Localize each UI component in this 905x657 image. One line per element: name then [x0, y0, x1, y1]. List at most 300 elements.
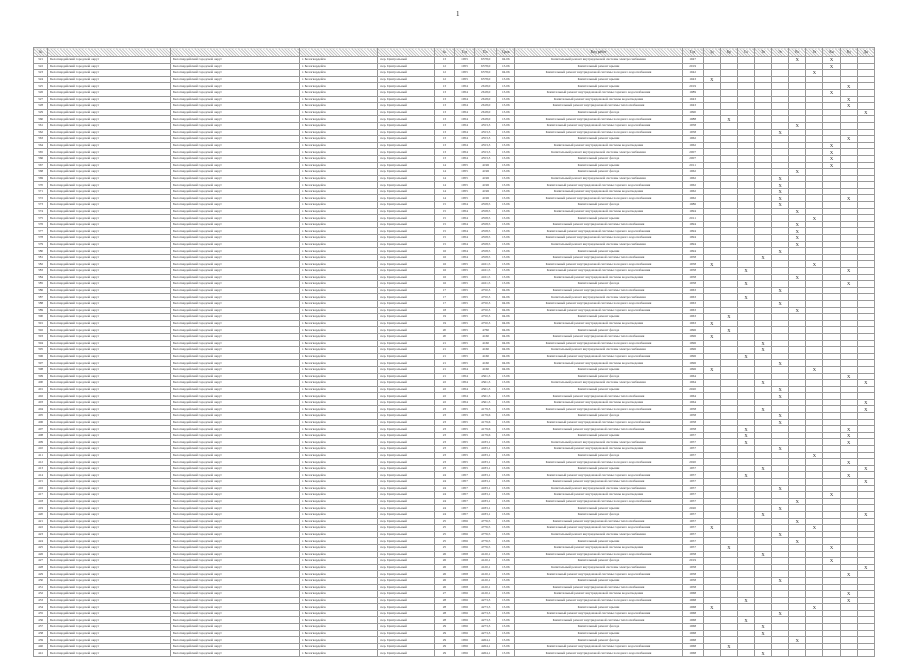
table-row — [34, 129, 875, 136]
city-cell: г. Белогвардейск — [299, 221, 378, 228]
okrug-cell: Белогвардейский городской округ — [170, 643, 299, 650]
street-cell: пер. Центральный — [378, 307, 434, 314]
mark-cell: X — [789, 498, 806, 505]
area-cell: 4179,6 — [475, 413, 497, 420]
planned-year-cell: 1957 — [682, 439, 703, 446]
build-year-cell: 1956 — [454, 544, 474, 551]
build-year-cell: 1955 — [454, 63, 474, 70]
street-cell: пер. Центральный — [378, 373, 434, 380]
mark-cell: X — [737, 353, 754, 360]
work-type-cell: Капитальный ремонт внутридомовой системы водоотведения — [515, 544, 682, 551]
work-type-cell: Капитальный ремонт внутридомовой системы теплоснабжения — [515, 393, 682, 400]
mark-cell — [823, 386, 840, 393]
term-cell: 13.06 — [497, 472, 515, 479]
column-header: Год — [682, 48, 703, 57]
district-cell: Белогвардейский городской округ — [48, 452, 171, 459]
mark-cell — [772, 268, 789, 275]
table-row — [34, 610, 875, 617]
mark-cell: X — [806, 452, 823, 459]
row-number: 425 — [34, 544, 48, 551]
okrug-cell: Белогвардейский городской округ — [170, 399, 299, 406]
mark-cell — [737, 406, 754, 413]
okrug-cell: Белогвардейский городской округ — [170, 617, 299, 624]
mark-cell — [703, 221, 720, 228]
mark-cell — [772, 459, 789, 466]
street-cell: пер. Центральный — [378, 584, 434, 591]
district-cell: Белогвардейский городской округ — [48, 380, 171, 387]
mark-cell — [857, 307, 874, 314]
mark-cell — [755, 142, 772, 149]
okrug-cell: Белогвардейский городской округ — [170, 610, 299, 617]
mark-cell — [823, 103, 840, 110]
column-header: Кн — [823, 48, 840, 57]
table-row — [34, 505, 875, 512]
mark-cell — [823, 287, 840, 294]
mark-cell — [840, 498, 857, 505]
mark-cell — [737, 248, 754, 255]
term-cell: 13.06 — [497, 538, 515, 545]
city-cell: г. Белогвардейск — [299, 188, 378, 195]
mark-cell — [857, 300, 874, 307]
term-cell: 13.06 — [497, 544, 515, 551]
district-cell: Белогвардейский городской округ — [48, 610, 171, 617]
mark-cell — [857, 347, 874, 354]
build-year-cell: 1956 — [454, 591, 474, 598]
mark-cell — [720, 406, 737, 413]
mark-cell — [737, 96, 754, 103]
row-number: 435 — [34, 610, 48, 617]
house-number-cell: 24 — [434, 485, 454, 492]
mark-cell: X — [840, 195, 857, 202]
mark-cell: X — [755, 465, 772, 472]
mark-cell — [703, 505, 720, 512]
mark-cell: X — [857, 399, 874, 406]
mark-cell — [840, 380, 857, 387]
work-type-cell: Капитальный ремонт внутридомовой системы горячего водоснабжения — [515, 228, 682, 235]
mark-cell — [857, 221, 874, 228]
house-number-cell: 23 — [434, 419, 454, 426]
term-cell: 13.06 — [497, 142, 515, 149]
mark-cell — [840, 353, 857, 360]
house-number-cell: 13 — [434, 136, 454, 143]
mark-cell — [737, 413, 754, 420]
column-header: Пл. — [475, 48, 497, 57]
table-row — [34, 604, 875, 611]
work-type-cell: Капитальный ремонт внутридомовой системы электроснабжения — [515, 175, 682, 182]
mark-cell — [840, 333, 857, 340]
mark-cell — [755, 419, 772, 426]
mark-cell — [737, 498, 754, 505]
mark-cell — [720, 505, 737, 512]
okrug-cell: Белогвардейский городской округ — [170, 268, 299, 275]
row-number: 395 — [34, 347, 48, 354]
table-row — [34, 624, 875, 631]
mark-cell — [737, 314, 754, 321]
mark-cell — [789, 129, 806, 136]
table-row — [34, 195, 875, 202]
build-year-cell: 1957 — [454, 472, 474, 479]
mark-cell — [703, 630, 720, 637]
mark-cell — [755, 195, 772, 202]
area-cell: 4273,3 — [475, 630, 497, 637]
mark-cell — [720, 221, 737, 228]
mark-cell — [806, 637, 823, 644]
work-type-cell: Капитальный ремонт внутридомовой системы электроснабжения — [515, 439, 682, 446]
mark-cell — [737, 650, 754, 657]
okrug-cell: Белогвардейский городской округ — [170, 281, 299, 288]
table-row — [34, 518, 875, 525]
city-cell: г. Белогвардейск — [299, 76, 378, 83]
mark-cell — [823, 327, 840, 334]
mark-cell — [755, 439, 772, 446]
term-cell: 04.06 — [497, 347, 515, 354]
row-number: 416 — [34, 485, 48, 492]
street-cell: пер. Центральный — [378, 492, 434, 499]
okrug-cell: Белогвардейский городской округ — [170, 63, 299, 70]
mark-cell — [772, 314, 789, 321]
city-cell: г. Белогвардейск — [299, 254, 378, 261]
mark-cell — [840, 610, 857, 617]
okrug-cell: Белогвардейский городской округ — [170, 525, 299, 532]
mark-cell — [823, 241, 840, 248]
table-row — [34, 597, 875, 604]
mark-cell: X — [755, 406, 772, 413]
table-row — [34, 294, 875, 301]
mark-cell — [737, 221, 754, 228]
city-cell: г. Белогвардейск — [299, 103, 378, 110]
mark-cell — [755, 373, 772, 380]
term-cell: 04.06 — [497, 70, 515, 77]
mark-cell — [823, 518, 840, 525]
district-cell: Белогвардейский городской округ — [48, 353, 171, 360]
area-cell: 4183,1 — [475, 505, 497, 512]
okrug-cell: Белогвардейский городской округ — [170, 538, 299, 545]
table-row — [34, 307, 875, 314]
mark-cell — [703, 300, 720, 307]
planned-year-cell: 1986 — [682, 202, 703, 209]
house-number-cell: 25 — [434, 544, 454, 551]
mark-cell — [823, 624, 840, 631]
mark-cell — [857, 76, 874, 83]
mark-cell — [857, 419, 874, 426]
table-row — [34, 63, 875, 70]
work-type-cell: Капитальный ремонт крыши — [515, 366, 682, 373]
mark-cell — [755, 591, 772, 598]
house-number-cell: 26 — [434, 584, 454, 591]
mark-cell: X — [823, 162, 840, 169]
city-cell: г. Белогвардейск — [299, 406, 378, 413]
mark-cell: X — [823, 558, 840, 565]
mark-cell — [737, 511, 754, 518]
district-cell: Белогвардейский городской округ — [48, 439, 171, 446]
mark-cell — [840, 254, 857, 261]
mark-cell — [720, 426, 737, 433]
house-number-cell: 23 — [434, 413, 454, 420]
planned-year-cell: 1996 — [682, 327, 703, 334]
mark-cell — [806, 202, 823, 209]
mark-cell — [772, 109, 789, 116]
planned-year-cell: 1958 — [682, 281, 703, 288]
city-cell: г. Белогвардейск — [299, 129, 378, 136]
area-cell: 4161,5 — [475, 274, 497, 281]
table-row — [34, 241, 875, 248]
mark-cell — [720, 76, 737, 83]
okrug-cell: Белогвардейский городской округ — [170, 83, 299, 90]
row-number: 372 — [34, 195, 48, 202]
city-cell: г. Белогвардейск — [299, 584, 378, 591]
mark-cell — [772, 241, 789, 248]
mark-cell: X — [772, 248, 789, 255]
okrug-cell: Белогвардейский городской округ — [170, 103, 299, 110]
column-header: Вд — [840, 48, 857, 57]
table-row — [34, 188, 875, 195]
street-cell: пер. Центральный — [378, 650, 434, 657]
area-cell: 4553,3 — [475, 142, 497, 149]
planned-year-cell: 1996 — [682, 366, 703, 373]
house-number-cell: 24 — [434, 498, 454, 505]
table-row — [34, 465, 875, 472]
mark-cell — [703, 518, 720, 525]
term-cell: 13.06 — [497, 465, 515, 472]
mark-cell — [840, 274, 857, 281]
mark-cell — [720, 624, 737, 631]
term-cell: 04.06 — [497, 340, 515, 347]
mark-cell — [857, 314, 874, 321]
mark-cell — [720, 70, 737, 77]
planned-year-cell: 1957 — [682, 518, 703, 525]
district-cell: Белогвардейский городской округ — [48, 373, 171, 380]
okrug-cell: Белогвардейский городской округ — [170, 604, 299, 611]
mark-cell — [806, 584, 823, 591]
mark-cell — [840, 551, 857, 558]
mark-cell — [772, 511, 789, 518]
planned-year-cell: 2007 — [682, 149, 703, 156]
mark-cell — [806, 610, 823, 617]
okrug-cell: Белогвардейский городской округ — [170, 366, 299, 373]
street-cell: пер. Центральный — [378, 268, 434, 275]
work-type-cell: Капитальный ремонт внутридомовой системы холодного водоснабжения — [515, 235, 682, 242]
mark-cell — [703, 182, 720, 189]
table-row — [34, 591, 875, 598]
mark-cell — [840, 584, 857, 591]
city-cell: г. Белогвардейск — [299, 459, 378, 466]
mark-cell — [806, 142, 823, 149]
city-cell: г. Белогвардейск — [299, 610, 378, 617]
mark-cell — [737, 208, 754, 215]
area-cell: 4120,1 — [475, 584, 497, 591]
table-row — [34, 472, 875, 479]
mark-cell — [789, 492, 806, 499]
planned-year-cell: 1962 — [682, 188, 703, 195]
mark-cell — [772, 492, 789, 499]
term-cell: 13.06 — [497, 202, 515, 209]
row-number: 398 — [34, 366, 48, 373]
mark-cell — [823, 465, 840, 472]
term-cell: 13.06 — [497, 274, 515, 281]
column-header: Сх — [737, 48, 754, 57]
mark-cell — [720, 498, 737, 505]
mark-cell: X — [857, 380, 874, 387]
house-number-cell: 13 — [434, 149, 454, 156]
mark-cell — [789, 261, 806, 268]
street-cell: пер. Центральный — [378, 254, 434, 261]
work-type-cell: Капитальный ремонт внутридомовой системы водоотведения — [515, 320, 682, 327]
district-cell: Белогвардейский городской округ — [48, 531, 171, 538]
build-year-cell: 1955 — [454, 70, 474, 77]
area-cell: 4160 — [475, 347, 497, 354]
mark-cell: X — [823, 149, 840, 156]
city-cell: г. Белогвардейск — [299, 149, 378, 156]
area-cell: 4196 — [475, 169, 497, 176]
planned-year-cell: 2020 — [682, 459, 703, 466]
build-year-cell: 1956 — [454, 630, 474, 637]
mark-cell — [806, 83, 823, 90]
mark-cell — [806, 241, 823, 248]
mark-cell — [840, 248, 857, 255]
okrug-cell: Белогвардейский городской округ — [170, 413, 299, 420]
table-row — [34, 268, 875, 275]
street-cell: пер. Центральный — [378, 472, 434, 479]
city-cell: г. Белогвардейск — [299, 465, 378, 472]
area-cell: 4161,5 — [475, 261, 497, 268]
okrug-cell: Белогвардейский городской округ — [170, 142, 299, 149]
street-cell: пер. Центральный — [378, 525, 434, 532]
area-cell: 4120,1 — [475, 591, 497, 598]
district-cell: Белогвардейский городской округ — [48, 287, 171, 294]
planned-year-cell: 1990 — [682, 109, 703, 116]
mark-cell — [755, 162, 772, 169]
planned-year-cell: 1957 — [682, 465, 703, 472]
mark-cell — [772, 439, 789, 446]
mark-cell: X — [772, 300, 789, 307]
district-cell: Белогвардейский городской округ — [48, 637, 171, 644]
house-number-cell: 15 — [434, 208, 454, 215]
okrug-cell: Белогвардейский городской округ — [170, 129, 299, 136]
street-cell: пер. Центральный — [378, 314, 434, 321]
mark-cell — [703, 386, 720, 393]
table-row — [34, 116, 875, 123]
row-number: 361 — [34, 122, 48, 129]
mark-cell — [737, 584, 754, 591]
table-row — [34, 459, 875, 466]
mark-cell: X — [857, 109, 874, 116]
term-cell: 13.06 — [497, 235, 515, 242]
area-cell: 4183,1 — [475, 485, 497, 492]
term-cell: 13.06 — [497, 446, 515, 453]
mark-cell — [755, 188, 772, 195]
area-cell: 4776,5 — [475, 525, 497, 532]
area-cell: 4120,1 — [475, 564, 497, 571]
mark-cell — [720, 281, 737, 288]
mark-cell — [703, 347, 720, 354]
mark-cell — [840, 287, 857, 294]
mark-cell — [857, 175, 874, 182]
mark-cell — [823, 637, 840, 644]
row-number: 424 — [34, 538, 48, 545]
planned-year-cell: 1994 — [682, 221, 703, 228]
house-number-cell: 12 — [434, 76, 454, 83]
planned-year-cell: 1968 — [682, 617, 703, 624]
okrug-cell: Белогвардейский городской округ — [170, 505, 299, 512]
mark-cell — [737, 274, 754, 281]
mark-cell: X — [772, 386, 789, 393]
mark-cell — [703, 281, 720, 288]
mark-cell — [823, 432, 840, 439]
mark-cell — [703, 248, 720, 255]
mark-cell — [806, 340, 823, 347]
mark-cell — [703, 538, 720, 545]
mark-cell — [755, 472, 772, 479]
mark-cell — [840, 149, 857, 156]
mark-cell — [772, 347, 789, 354]
mark-cell — [840, 505, 857, 512]
table-row — [34, 452, 875, 459]
area-cell: 6578,0 — [475, 63, 497, 70]
build-year-cell: 1955 — [454, 175, 474, 182]
mark-cell — [857, 393, 874, 400]
row-number: 417 — [34, 492, 48, 499]
mark-cell — [823, 215, 840, 222]
table-row — [34, 360, 875, 367]
area-cell: 4196 — [475, 175, 497, 182]
mark-cell — [840, 637, 857, 644]
mark-cell — [703, 360, 720, 367]
term-cell: 13.06 — [497, 617, 515, 624]
mark-cell — [823, 406, 840, 413]
city-cell: г. Белогвардейск — [299, 89, 378, 96]
mark-cell — [806, 571, 823, 578]
district-cell: Белогвардейский городской округ — [48, 83, 171, 90]
term-cell: 13.06 — [497, 597, 515, 604]
city-cell: г. Белогвардейск — [299, 314, 378, 321]
mark-cell — [840, 465, 857, 472]
row-number: 322 — [34, 63, 48, 70]
work-type-cell: Капитальный ремонт внутридомовой системы водоотведения — [515, 492, 682, 499]
row-number: 396 — [34, 353, 48, 360]
work-type-cell: Капитальный ремонт крыши — [515, 76, 682, 83]
row-number: 406 — [34, 419, 48, 426]
work-type-cell: Капитальный ремонт фасада — [515, 281, 682, 288]
mark-cell — [703, 597, 720, 604]
mark-cell: X — [840, 439, 857, 446]
house-number-cell: 21 — [434, 340, 454, 347]
area-cell: 4776,5 — [475, 538, 497, 545]
district-cell: Белогвардейский городской округ — [48, 195, 171, 202]
mark-cell: X — [840, 459, 857, 466]
house-number-cell: 24 — [434, 472, 454, 479]
area-cell: 4750,3 — [475, 300, 497, 307]
mark-cell — [857, 386, 874, 393]
mark-cell — [703, 202, 720, 209]
mark-cell — [806, 498, 823, 505]
mark-cell — [720, 122, 737, 129]
street-cell: пер. Центральный — [378, 353, 434, 360]
house-number-cell: 13 — [434, 57, 454, 64]
mark-cell: X — [806, 604, 823, 611]
term-cell: 13.06 — [497, 254, 515, 261]
table-row — [34, 386, 875, 393]
house-number-cell: 24 — [434, 511, 454, 518]
planned-year-cell: 1964 — [682, 380, 703, 387]
okrug-cell: Белогвардейский городской округ — [170, 294, 299, 301]
street-cell: пер. Центральный — [378, 446, 434, 453]
city-cell: г. Белогвардейск — [299, 538, 378, 545]
street-cell: пер. Центральный — [378, 103, 434, 110]
mark-cell — [789, 195, 806, 202]
mark-cell — [703, 57, 720, 64]
okrug-cell: Белогвардейский городской округ — [170, 96, 299, 103]
planned-year-cell: 1962 — [682, 182, 703, 189]
